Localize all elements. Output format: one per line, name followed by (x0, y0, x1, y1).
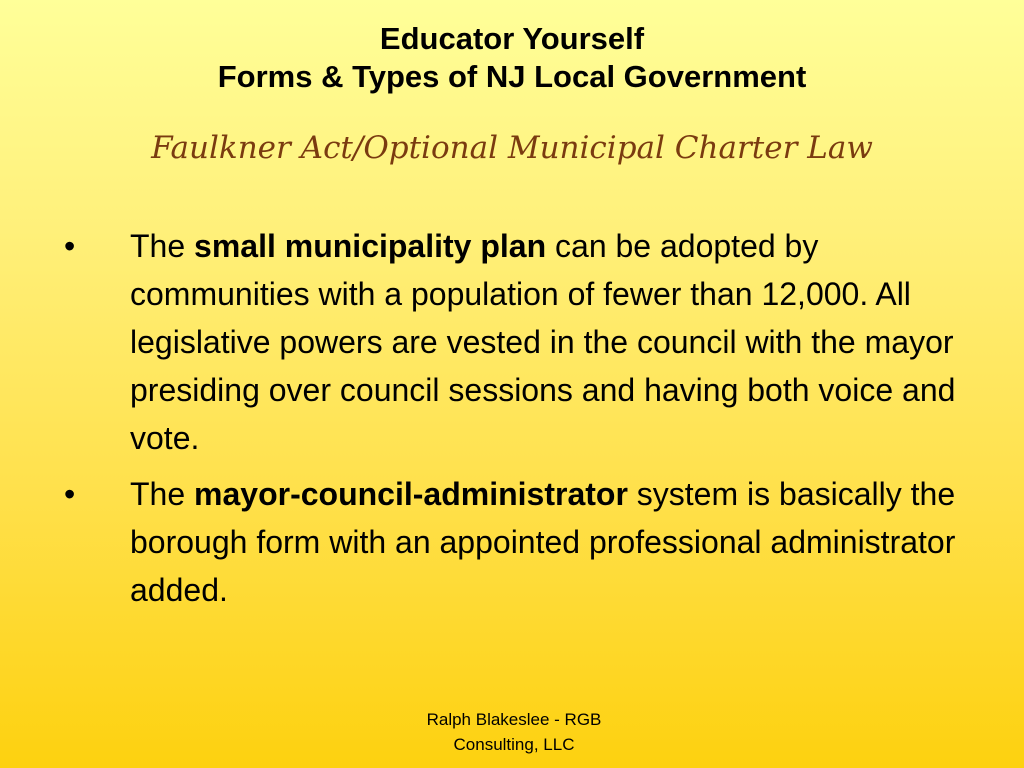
bullet-item-mayor-council-administrator (60, 470, 980, 614)
bullet-prefix: The (130, 228, 195, 264)
slide-title-line-2: Forms & Types of NJ Local Government (217, 59, 807, 94)
footer-line-1: Ralph Blakeslee - RGB (426, 710, 602, 729)
bullet-icon: • (64, 476, 76, 512)
footer-line-2: Consulting, LLC (453, 735, 575, 754)
bullet-bold-term: small municipality plan (194, 228, 547, 264)
bullet-item-small-municipality (60, 222, 980, 462)
slide-footer (400, 707, 628, 757)
slide-subtitle: Faulkner Act/Optional Municipal Charter Law (151, 130, 873, 166)
bullet-text: can be adopted by communities with a population of fewer than 12,000. All legislative powers are vested in the council with the mayor presiding over council sessions and having both voice and vote. (130, 228, 956, 456)
bullet-prefix: The (130, 476, 195, 512)
bullet-icon: • (64, 228, 76, 264)
bullet-bold-term: mayor-council-administrator (194, 476, 628, 512)
bullet-text: system is basically the borough form with an appointed professional administrator added. (130, 476, 956, 608)
slide-title-line-1: Educator Yourself (379, 21, 645, 56)
slide-title (0, 20, 1024, 96)
bullet-list (60, 222, 980, 622)
